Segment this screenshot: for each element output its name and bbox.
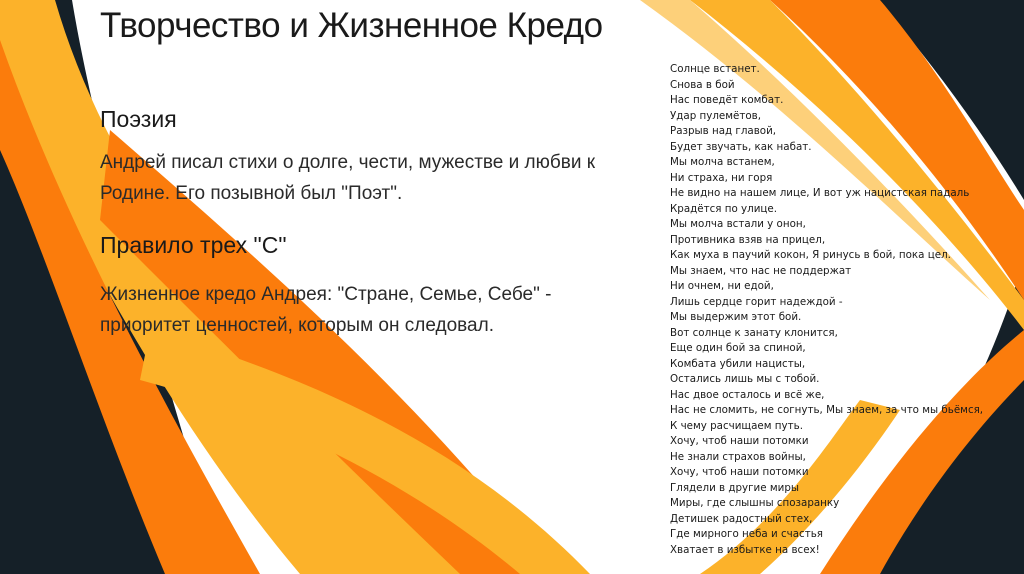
poem-line: Мы молча встали у онон, bbox=[670, 218, 806, 230]
poem-line: Детишек радостный стех, bbox=[670, 512, 813, 525]
poem-line: Солнце встанет. bbox=[670, 63, 760, 75]
poem-line: Мы знаем, что нас не поддержат bbox=[670, 264, 852, 277]
poem-line: Хватает в избытке на всех! bbox=[670, 543, 820, 556]
poem-line: Где мирного неба и счастья bbox=[670, 528, 823, 540]
poem-line: К чему расчищаем путь. bbox=[670, 419, 803, 432]
poem-line: Глядели в другие миры bbox=[670, 481, 799, 494]
poem-text bbox=[670, 62, 983, 558]
poem-line: Остались лишь мы с тобой. bbox=[670, 373, 820, 385]
poem-line: Ни очнем, ни едой, bbox=[670, 280, 774, 292]
poem-line: Снова в бой bbox=[670, 78, 735, 91]
rule-heading: Правило трех "С" bbox=[100, 232, 287, 258]
poem-line: Как муха в паучий кокон, Я ринусь в бой, пока цел. bbox=[670, 249, 951, 261]
poem-line: Еще один бой за спиной, bbox=[670, 342, 806, 354]
poetry-text: Андрей писал стихи о долге, чести, мужестве и любви к Родине. Его позывной был "Поэт". bbox=[100, 152, 596, 204]
poem-line: Мы выдержим этот бой. bbox=[670, 311, 802, 323]
poem-line: Противника взяв на прицел, bbox=[670, 233, 826, 246]
poem-line: Комбата убили нацисты, bbox=[670, 357, 806, 370]
poem-line: Нас не сломить, не согнуть, Мы знаем, за что мы бьёмся, bbox=[670, 404, 984, 416]
poem-line: Мы молча встанем, bbox=[670, 156, 775, 168]
poem-line: Нас поведёт комбат. bbox=[670, 94, 784, 106]
rule-text: Жизненное кредо Андрея: "Стране, Семье, Себе" - приоритет ценностей, которым он следовал. bbox=[100, 284, 552, 336]
poem-line: Хочу, чтоб наши потомки bbox=[670, 466, 809, 478]
poem-line: Крадётся по улице. bbox=[670, 202, 778, 215]
poem-line: Будет звучать, как набат. bbox=[670, 140, 812, 153]
poem-line: Лишь сердце горит надеждой - bbox=[670, 295, 843, 308]
poem-line: Разрыв над главой, bbox=[670, 125, 777, 137]
poem-line: Хочу, чтоб наши потомки bbox=[670, 435, 809, 447]
poem-line: Удар пулемётов, bbox=[670, 109, 761, 122]
poem-line: Вот солнце к занату клонится, bbox=[670, 326, 838, 339]
poem-line: Не видно на нашем лице, И вот уж нацистская падаль bbox=[670, 187, 970, 199]
page-title: Творчество и Жизненное Кредо bbox=[100, 6, 603, 45]
poem-line: Ни страха, ни горя bbox=[670, 171, 773, 184]
poem-line: Нас двое осталось и всё же, bbox=[670, 388, 825, 401]
poetry-heading: Поэзия bbox=[100, 106, 177, 132]
poem-line: Не знали страхов войны, bbox=[670, 450, 806, 463]
poem-line: Миры, где слышны спозаранку bbox=[670, 497, 840, 509]
